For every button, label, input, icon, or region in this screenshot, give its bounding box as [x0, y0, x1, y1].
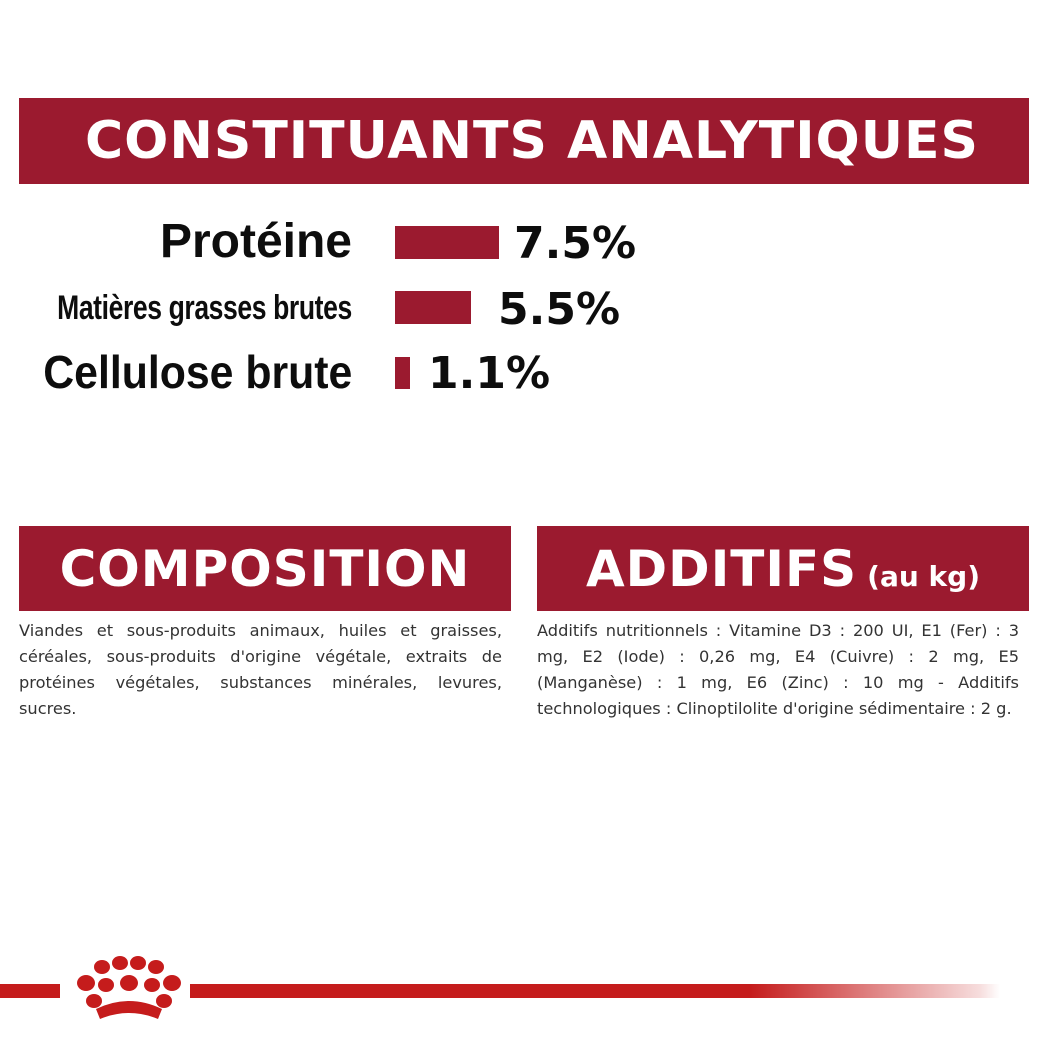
analytics-row-fat	[0, 282, 1049, 342]
analytics-banner	[19, 98, 1029, 184]
fat-value: 5.5%	[498, 284, 621, 335]
analytics-title: CONSTITUANTS ANALYTIQUES	[85, 111, 979, 171]
protein-bar	[395, 226, 499, 259]
additifs-title: ADDITIFS	[585, 539, 858, 598]
fiber-value: 1.1%	[428, 348, 551, 399]
crown-logo-icon	[66, 953, 190, 1023]
fiber-label: Cellulose brute	[42, 346, 352, 398]
analytics-row-protein	[0, 216, 1049, 276]
composition-banner	[19, 526, 511, 611]
composition-title: COMPOSITION	[59, 539, 471, 598]
analytics-row-fiber	[0, 346, 1049, 406]
protein-label: Protéine	[159, 215, 352, 268]
fiber-bar	[395, 357, 410, 389]
composition-text: Viandes et sous-produits animaux, huiles et graisses, céréales, sous-produits d'origine végétale, extraits de protéines végétales, substances minérales, levures, sucres.	[19, 621, 502, 718]
fat-label: Matières grasses brutes	[57, 289, 352, 327]
protein-value: 7.5%	[514, 218, 637, 269]
additifs-unit: (au kg)	[867, 560, 981, 593]
fat-bar	[395, 291, 471, 324]
additifs-banner	[537, 526, 1029, 611]
additifs-text: Additifs nutritionnels : Vitamine D3 : 200 UI, E1 (Fer) : 3 mg, E2 (Iode) : 0,26 mg, E4 (Cuivre) : 2 mg, E5 (Manganèse) : 1 mg, E6 (Zinc) : 10 mg - Additifs technologiques : Clinoptilolite d'origine sédimentaire : 2 g.	[537, 621, 1019, 718]
